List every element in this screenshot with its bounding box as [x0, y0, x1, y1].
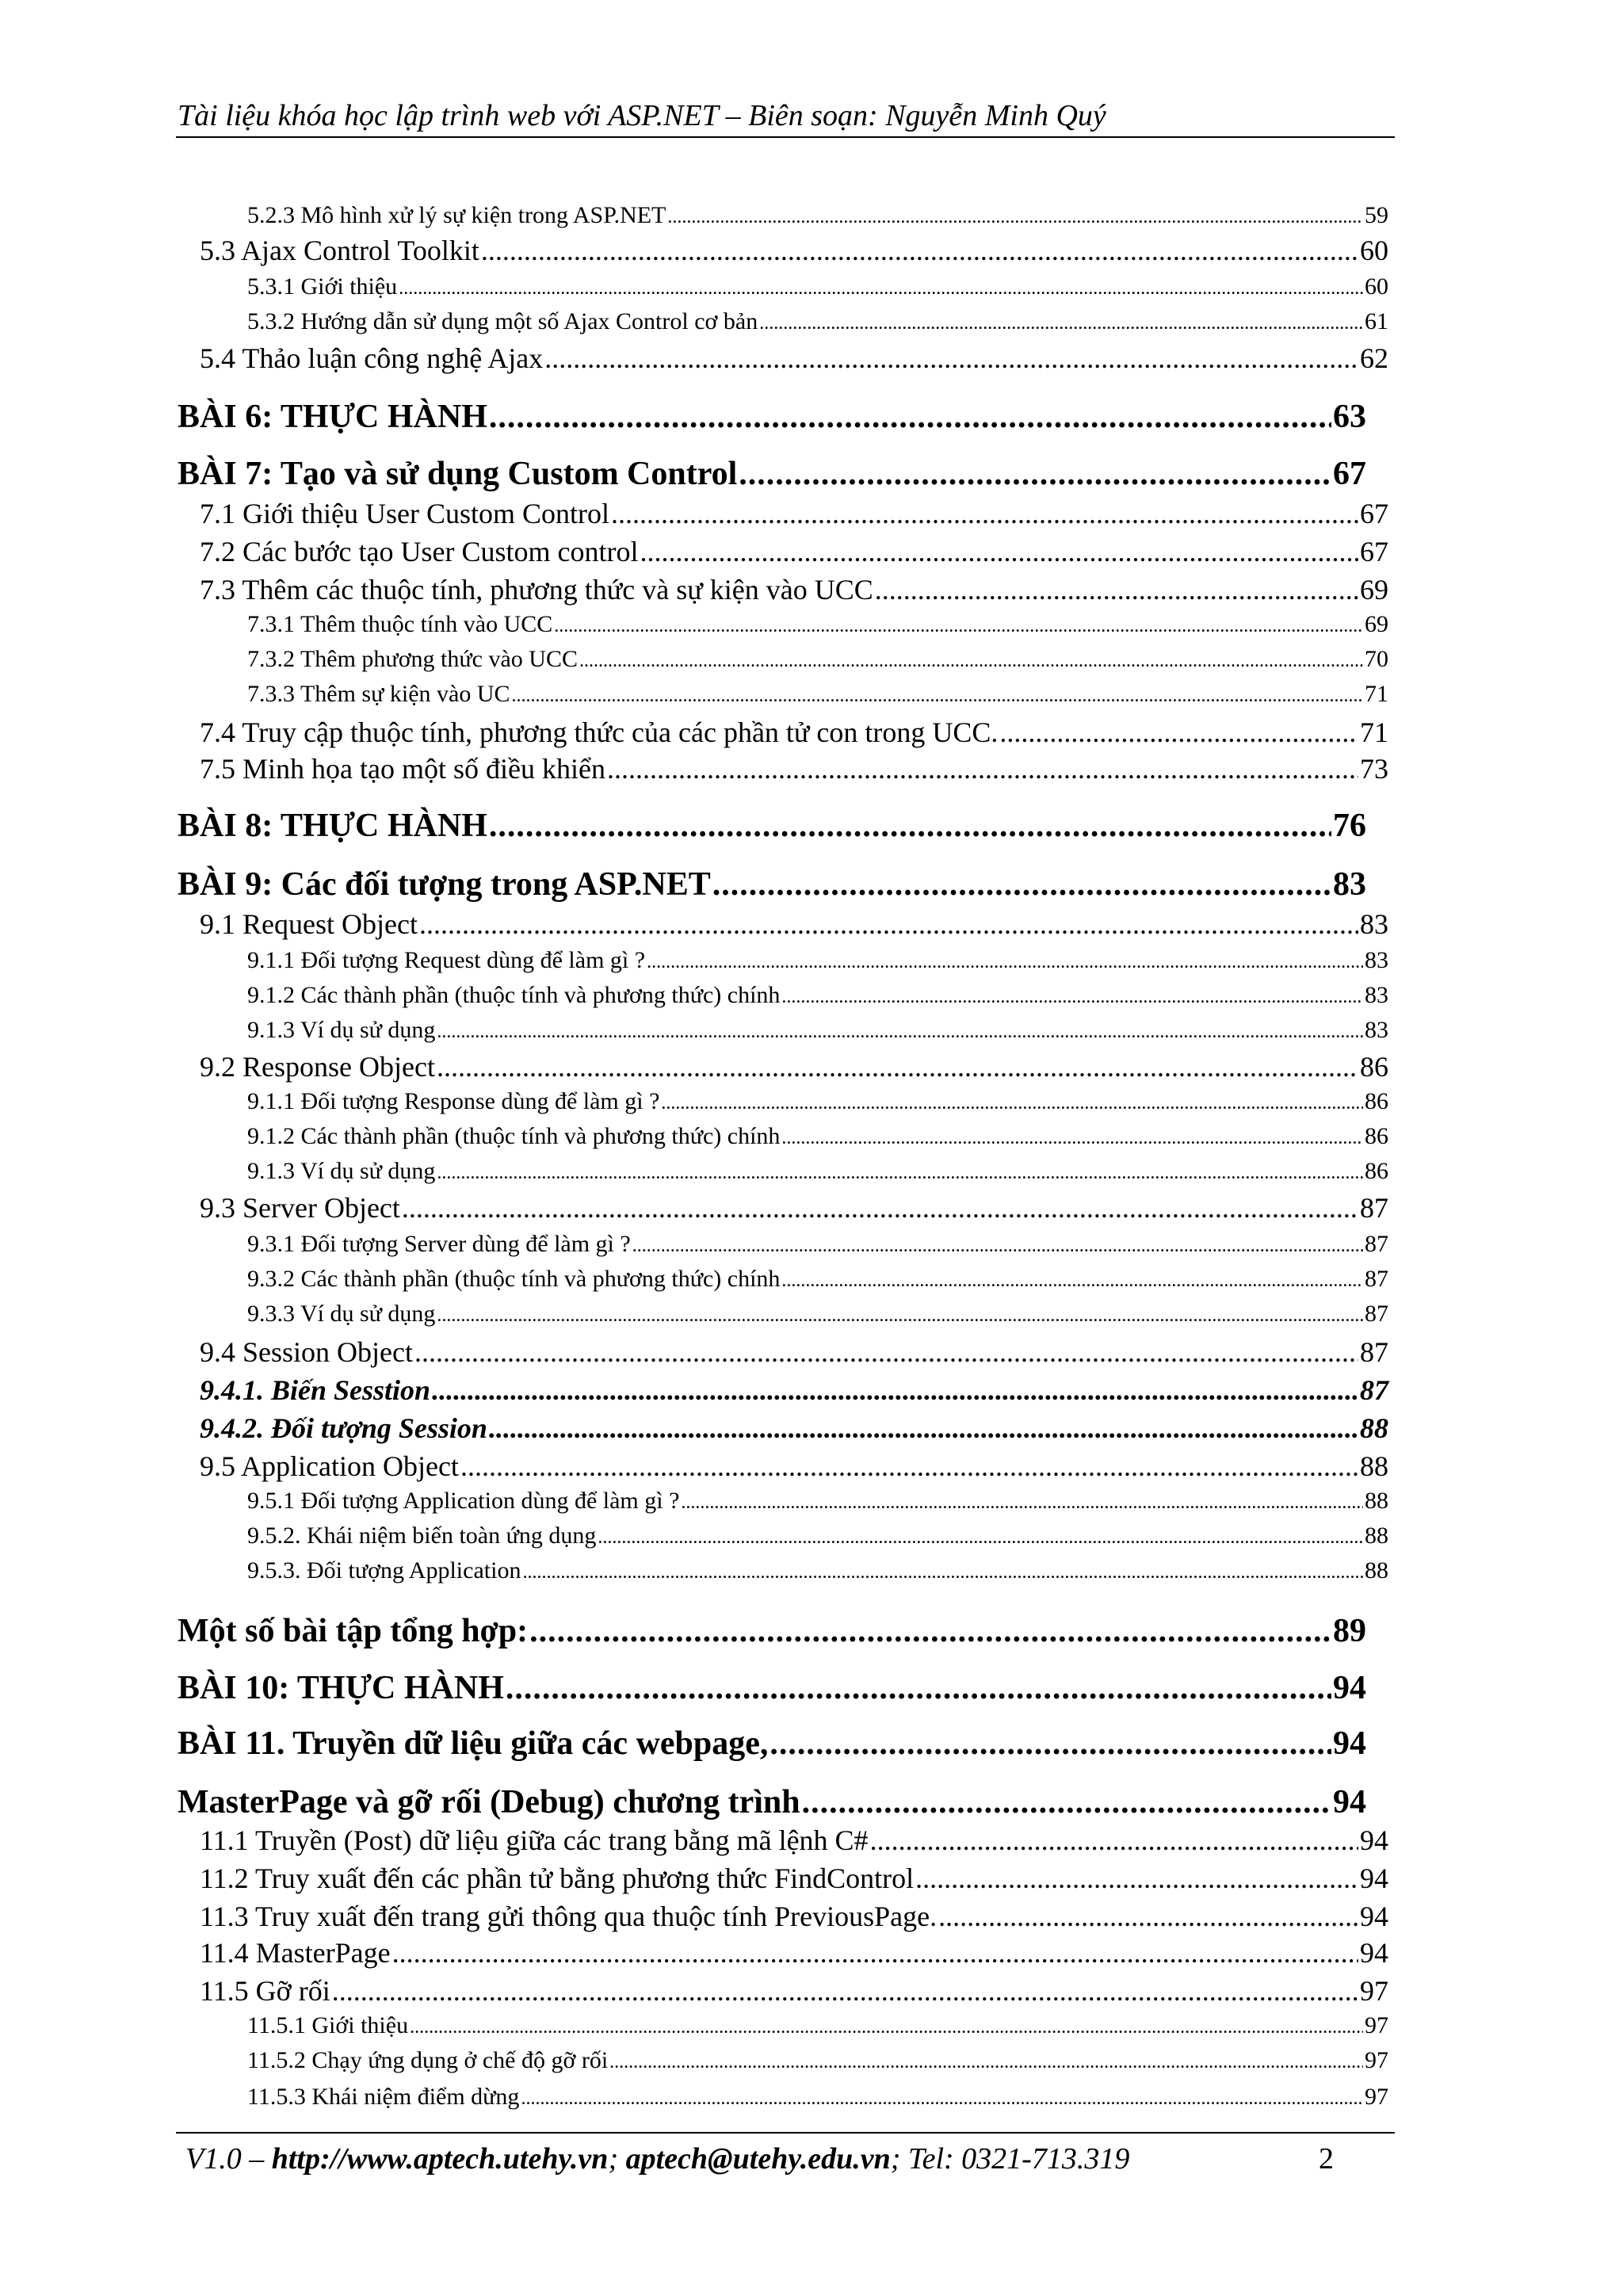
toc-entry [247, 1227, 1388, 1262]
toc-dot-leader [437, 1049, 1358, 1085]
toc-dot-leader [712, 862, 1331, 907]
toc-entry [200, 1973, 1388, 2009]
toc-entry-title: 9.3.3 Ví dụ sử dụng [247, 1301, 436, 1327]
toc-entry-page: 87 [1365, 1266, 1388, 1292]
toc-entry-title: BÀI 11. Truyền dữ liệu giữa các webpage, [178, 1725, 769, 1762]
toc-dot-leader [437, 1156, 1363, 1190]
toc-entry-title: 7.3.1 Thêm thuộc tính vào UCC [247, 611, 553, 637]
toc-dot-leader [667, 200, 1363, 235]
toc-entry-title: MasterPage và gỡ rối (Debug) chương trình [178, 1784, 800, 1820]
toc-dot-leader [579, 644, 1363, 678]
toc-entry-page: 94 [1360, 1901, 1388, 1932]
toc-entry-title: BÀI 8: THỰC HÀNH [178, 808, 487, 844]
toc-entry-page: 86 [1365, 1123, 1388, 1149]
toc-entry-page: 63 [1333, 399, 1366, 435]
toc-dot-leader [392, 1935, 1358, 1971]
toc-entry-page: 94 [1333, 1670, 1366, 1706]
toc-entry [200, 714, 1388, 751]
toc-dot-leader [437, 1014, 1363, 1049]
toc-entry [200, 1410, 1388, 1446]
toc-dot-leader [938, 1898, 1358, 1935]
toc-entry-page: 86 [1360, 1051, 1388, 1083]
toc-entry-title: 9.5 Application Object [200, 1450, 459, 1482]
toc-entry-title: 7.4 Truy cập thuộc tính, phương thức của các phần tử con trong UCC. [200, 716, 999, 748]
toc-entry [178, 452, 1366, 496]
toc-dot-leader [681, 1485, 1363, 1520]
toc-entry-page: 67 [1360, 498, 1388, 529]
toc-entry-page: 61 [1365, 308, 1388, 334]
toc-entry-page: 94 [1360, 1862, 1388, 1894]
toc-dot-leader [414, 1334, 1358, 1370]
toc-entry-page: 94 [1360, 1937, 1388, 1969]
toc-entry [178, 1609, 1366, 1653]
toc-entry [247, 607, 1388, 642]
toc-entry-title: 9.4.1. Biến Sesstion [200, 1374, 431, 1406]
toc-entry-page: 83 [1360, 908, 1388, 940]
toc-entry [247, 1119, 1388, 1154]
toc-entry-title: 9.5.3. Đối tượng Application [247, 1557, 521, 1584]
toc-entry [200, 533, 1388, 570]
toc-entry [200, 1448, 1388, 1484]
toc-entry-title: BÀI 6: THỰC HÀNH [178, 399, 487, 435]
toc-entry-page: 88 [1360, 1412, 1388, 1444]
toc-dot-leader [781, 1263, 1363, 1298]
toc-entry [200, 751, 1388, 787]
toc-dot-leader [544, 340, 1358, 376]
toc-entry-page: 76 [1333, 808, 1366, 844]
toc-dot-leader [640, 533, 1358, 570]
toc-entry [247, 1484, 1388, 1519]
toc-entry-title: BÀI 10: THỰC HÀNH [178, 1670, 504, 1706]
toc-entry-title: 9.1.1 Đối tượng Response dùng để làm gì ? [247, 1088, 660, 1114]
toc-entry-page: 89 [1333, 1613, 1366, 1649]
toc-entry-page: 97 [1365, 2084, 1388, 2110]
toc-entry-title: 11.5.3 Khái niệm điểm dừng [247, 2084, 520, 2110]
footer-email-link[interactable]: aptech@utehy.edu.vn [625, 2142, 891, 2176]
toc-entry [247, 269, 1388, 304]
footer-tel: ; Tel: 0321-713.319 [890, 2142, 1130, 2176]
toc-entry [200, 232, 1388, 269]
toc-dot-leader [410, 2010, 1363, 2045]
toc-entry-title: 11.2 Truy xuất đến các phần tử bằng phương thức FindControl [200, 1862, 915, 1894]
toc-dot-leader [332, 1973, 1358, 2009]
toc-dot-leader [759, 306, 1363, 341]
toc-entry [247, 2008, 1388, 2043]
toc-entry-page: 94 [1333, 1725, 1366, 1762]
toc-entry [247, 1519, 1388, 1553]
toc-entry [200, 1334, 1388, 1370]
toc-entry-title: 7.5 Minh họa tạo một số điều khiển [200, 753, 605, 785]
toc-entry [200, 906, 1388, 942]
toc-entry-title: 9.2 Response Object [200, 1051, 435, 1083]
toc-entry-page: 88 [1360, 1450, 1388, 1482]
toc-entry-title: BÀI 7: Tạo và sử dụng Custom Control [178, 456, 738, 492]
toc-dot-leader [460, 1448, 1358, 1484]
toc-entry-title: 11.4 MasterPage [200, 1937, 391, 1969]
toc-entry [247, 642, 1388, 677]
toc-entry-page: 62 [1360, 342, 1388, 374]
toc-entry [200, 1935, 1388, 1971]
toc-entry-page: 87 [1360, 1374, 1388, 1406]
toc-entry [247, 943, 1388, 978]
toc-entry-title: 11.5.1 Giới thiệu [247, 2012, 409, 2038]
toc-entry-page: 86 [1365, 1088, 1388, 1114]
toc-entry-title: 9.4.2. Đối tượng Session [200, 1412, 487, 1444]
toc-entry-title: 5.3.2 Hướng dẫn sử dụng một số Ajax Control cơ bản [247, 308, 758, 334]
toc-entry-title: 7.3.3 Thêm sự kiện vào UC [247, 681, 510, 707]
toc-entry [178, 804, 1366, 848]
toc-entry-page: 60 [1360, 235, 1388, 266]
toc-dot-leader [521, 2081, 1363, 2116]
toc-entry-title: 5.4 Thảo luận công nghệ Ajax [200, 342, 544, 374]
toc-entry-page: 94 [1360, 1824, 1388, 1856]
toc-entry [200, 1860, 1388, 1897]
toc-entry-page: 59 [1365, 202, 1388, 228]
toc-entry [178, 1666, 1366, 1710]
toc-entry [247, 2043, 1388, 2078]
toc-entry-title: 5.3 Ajax Control Toolkit [200, 235, 479, 266]
toc-entry-page: 69 [1365, 611, 1388, 637]
toc-entry-title: 9.1.3 Ví dụ sử dụng [247, 1017, 436, 1043]
toc-entry-page: 86 [1365, 1158, 1388, 1184]
toc-entry-title: 11.1 Truyền (Post) dữ liệu giữa các trang bằng mã lệnh C# [200, 1824, 869, 1856]
toc-dot-leader [739, 452, 1331, 496]
footer-divider [176, 2132, 1395, 2134]
toc-entry-page: 83 [1333, 866, 1366, 903]
toc-entry [200, 1372, 1388, 1408]
toc-entry [200, 1190, 1388, 1226]
toc-entry-page: 88 [1365, 1557, 1388, 1584]
toc-dot-leader [489, 804, 1331, 848]
toc-entry [247, 978, 1388, 1013]
toc-entry [247, 1013, 1388, 1048]
toc-entry-page: 97 [1365, 2047, 1388, 2073]
toc-entry-title: 9.3.2 Các thành phần (thuộc tính và phương thức) chính [247, 1266, 781, 1292]
toc-dot-leader [489, 395, 1331, 439]
toc-entry-page: 67 [1360, 536, 1388, 567]
toc-entry-title: 11.5 Gỡ rối [200, 1975, 330, 2007]
toc-dot-leader [437, 1298, 1363, 1333]
toc-entry [178, 1780, 1366, 1824]
toc-entry [247, 304, 1388, 339]
toc-entry-title: 5.2.3 Mô hình xử lý sự kiện trong ASP.NET [247, 202, 666, 228]
toc-entry-page: 67 [1333, 456, 1366, 492]
toc-entry [200, 1898, 1388, 1935]
toc-entry [247, 198, 1388, 233]
toc-entry-title: 7.3 Thêm các thuộc tính, phương thức và sự kiện vào UCC [200, 574, 873, 606]
toc-entry-title: 7.2 Các bước tạo User Custom control [200, 536, 639, 567]
toc-dot-leader [999, 714, 1358, 751]
toc-entry-page: 69 [1360, 574, 1388, 606]
toc-entry-page: 88 [1365, 1522, 1388, 1549]
toc-entry-page: 87 [1365, 1231, 1388, 1257]
toc-dot-leader [802, 1780, 1331, 1824]
toc-entry-title: 9.4 Session Object [200, 1336, 413, 1368]
toc-entry-title: Một số bài tập tổng hợp: [178, 1613, 529, 1649]
toc-dot-leader [489, 1410, 1358, 1446]
toc-dot-leader [419, 906, 1358, 942]
toc-entry-page: 71 [1360, 716, 1388, 748]
footer-version: V1.0 – [185, 2142, 272, 2176]
toc-entry [247, 1553, 1388, 1588]
toc-entry-page: 87 [1360, 1192, 1388, 1224]
toc-entry-title: BÀI 9: Các đối tượng trong ASP.NET [178, 866, 711, 903]
toc-entry-page: 87 [1365, 1301, 1388, 1327]
toc-entry-title: 5.3.1 Giới thiệu [247, 273, 398, 300]
toc-dot-leader [598, 1520, 1363, 1555]
toc-entry-page: 94 [1333, 1784, 1366, 1820]
toc-dot-leader [609, 2045, 1363, 2080]
toc-entry [200, 571, 1388, 608]
toc-entry-title: 9.1.2 Các thành phần (thuộc tính và phương thức) chính [247, 1123, 781, 1149]
toc-dot-leader [769, 1721, 1331, 1766]
toc-dot-leader [512, 678, 1363, 713]
toc-entry-page: 83 [1365, 1017, 1388, 1043]
toc-entry [200, 340, 1388, 376]
toc-entry-title: 9.3.1 Đối tượng Server dùng để làm gì ? [247, 1231, 631, 1257]
page-number: 2 [1319, 2142, 1334, 2176]
toc-entry [200, 1822, 1388, 1859]
toc-dot-leader [607, 751, 1358, 787]
toc-dot-leader [402, 1190, 1358, 1226]
toc-dot-leader [554, 609, 1363, 644]
toc-dot-leader [399, 271, 1363, 306]
toc-dot-leader [781, 980, 1363, 1014]
toc-dot-leader [870, 1822, 1358, 1859]
toc-entry-page: 83 [1365, 982, 1388, 1008]
toc-entry-title: 9.5.1 Đối tượng Application dùng để làm gì ? [247, 1488, 680, 1514]
toc-dot-leader [875, 571, 1358, 608]
footer-separator: ; [608, 2142, 626, 2176]
header-divider [176, 136, 1395, 138]
toc-entry [178, 862, 1366, 907]
toc-dot-leader [432, 1372, 1358, 1408]
toc-entry-title: 9.1.3 Ví dụ sử dụng [247, 1158, 436, 1184]
toc-entry-page: 97 [1365, 2012, 1388, 2038]
toc-entry-title: 11.5.2 Chạy ứng dụng ở chế độ gỡ rối [247, 2047, 609, 2073]
toc-dot-leader [529, 1609, 1331, 1653]
toc-dot-leader [522, 1555, 1363, 1590]
toc-entry [200, 1049, 1388, 1085]
toc-entry [247, 1297, 1388, 1331]
toc-dot-leader [632, 1228, 1363, 1263]
toc-dot-leader [481, 232, 1358, 269]
toc-entry-title: 9.5.2. Khái niệm biến toàn ứng dụng [247, 1522, 597, 1549]
toc-entry [247, 677, 1388, 712]
toc-entry-page: 70 [1365, 646, 1388, 672]
toc-entry-page: 83 [1365, 947, 1388, 973]
toc-dot-leader [647, 945, 1363, 980]
toc-dot-leader [611, 495, 1358, 532]
toc-entry [247, 2080, 1388, 2115]
toc-entry-title: 9.3 Server Object [200, 1192, 400, 1224]
toc-entry-page: 87 [1360, 1336, 1388, 1368]
toc-dot-leader [506, 1666, 1331, 1710]
toc-entry [247, 1084, 1388, 1119]
toc-entry [200, 495, 1388, 532]
footer-website-link[interactable]: http://www.aptech.utehy.vn [271, 2142, 609, 2176]
toc-entry-page: 73 [1360, 753, 1388, 785]
toc-entry-title: 11.3 Truy xuất đến trang gửi thông qua thuộc tính PreviousPage. [200, 1901, 938, 1932]
toc-entry-title: 7.3.2 Thêm phương thức vào UCC [247, 646, 578, 672]
toc-dot-leader [915, 1860, 1358, 1897]
toc-entry-page: 97 [1360, 1975, 1388, 2007]
toc-entry-title: 9.1.2 Các thành phần (thuộc tính và phương thức) chính [247, 982, 781, 1008]
toc-entry-title: 7.1 Giới thiệu User Custom Control [200, 498, 610, 529]
toc-entry-page: 88 [1365, 1488, 1388, 1514]
toc-entry-title: 9.1 Request Object [200, 908, 418, 940]
toc-dot-leader [781, 1121, 1363, 1156]
toc-entry [178, 1721, 1366, 1766]
toc-entry [247, 1154, 1388, 1189]
toc-entry-page: 60 [1365, 273, 1388, 300]
toc-entry [247, 1262, 1388, 1297]
toc-dot-leader [661, 1086, 1363, 1121]
page-footer [185, 2140, 1129, 2178]
page-header: Tài liệu khóa học lập trình web với ASP.NET – Biên soạn: Nguyễn Minh Quý [178, 99, 1106, 132]
toc-entry-title: 9.1.1 Đối tượng Request dùng để làm gì ? [247, 947, 646, 973]
toc-entry-page: 71 [1365, 681, 1388, 707]
toc-entry [178, 395, 1366, 439]
